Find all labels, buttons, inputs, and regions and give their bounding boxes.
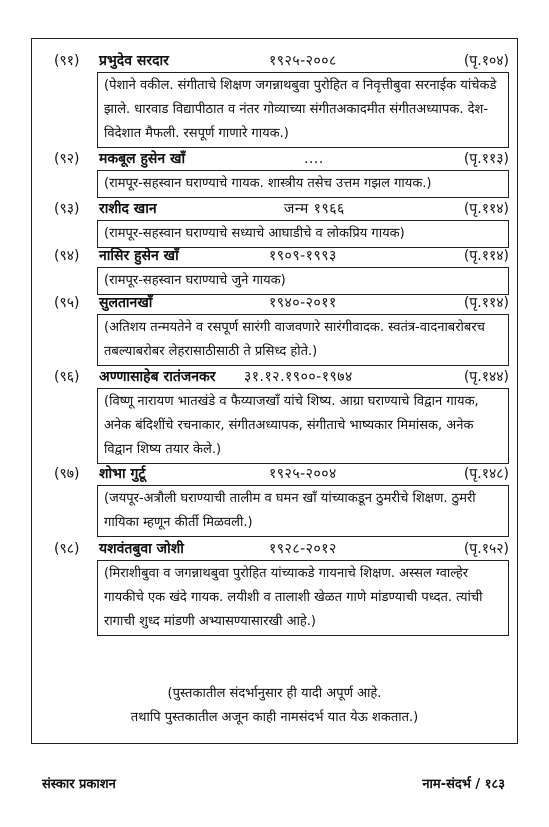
entry-number: (९५) xyxy=(54,295,80,311)
entry-description: (रामपूर-सहस्वान घराण्याचे गायक. शास्त्रीय तसेच उत्तम गझल गायक.) xyxy=(97,170,509,198)
entry-number: (९२) xyxy=(54,151,80,167)
entry-page-ref: (पृ.१०४) xyxy=(463,53,509,69)
entry-header xyxy=(54,463,509,485)
entry-years: १९०९-१९९३ xyxy=(269,248,337,264)
entry-number: (९१) xyxy=(54,53,80,69)
entry-name: यशवंतबुवा जोशी xyxy=(99,541,184,557)
entry-number: (९८) xyxy=(54,541,80,557)
entry-header xyxy=(54,148,509,170)
entry-91 xyxy=(54,50,509,148)
note-line-1: (पुस्तकातील संदर्भानुसार ही यादी अपूर्ण आहे. xyxy=(167,686,382,701)
entry-98 xyxy=(54,538,509,636)
entry-number: (९३) xyxy=(54,201,80,217)
entry-years: जन्म १९६६ xyxy=(284,201,345,217)
entry-92 xyxy=(54,148,509,198)
entry-number: (९४) xyxy=(54,248,80,264)
entry-years: १९४०-२०११ xyxy=(269,295,337,311)
entry-number: (९७) xyxy=(54,466,80,482)
entry-years: .... xyxy=(304,151,324,167)
entry-name: अण्णासाहेब रातंजनकर xyxy=(99,369,216,385)
entry-header xyxy=(54,198,509,220)
entry-years: १९२८-२०१२ xyxy=(269,541,337,557)
entry-description: (रामपूर-सहस्वान घराण्याचे जुने गायक) xyxy=(97,267,509,295)
entry-description: (जयपूर-अत्रौली घराण्याची तालीम व घमन खाँ यांच्याकडून ठुमरीचे शिक्षण. ठुमरी गायिका म्हणून कीर्ती मिळवली.) xyxy=(97,485,509,537)
entry-page-ref: (पृ.१४४) xyxy=(463,369,509,385)
entry-name: प्रभुदेव सरदार xyxy=(99,53,169,69)
entry-94 xyxy=(54,245,509,295)
footer-page-label: नाम-संदर्भ / १८३ xyxy=(422,777,505,792)
entry-97 xyxy=(54,463,509,537)
entry-page-ref: (पृ.११४) xyxy=(463,201,509,217)
entry-header xyxy=(54,50,509,72)
entry-header xyxy=(54,538,509,560)
entry-name: नासिर हुसेन खाँ xyxy=(99,248,179,264)
entry-name: मकबूल हुसेन खाँ xyxy=(99,151,186,167)
entry-page-ref: (पृ.११४) xyxy=(463,248,509,264)
entry-header xyxy=(54,292,509,314)
entry-years: १९२५-२००८ xyxy=(269,53,337,69)
note-line-2: तथापि पुस्तकातील अजून काही नामसंदर्भ यात येऊ शकतात.) xyxy=(130,710,419,725)
entry-93 xyxy=(54,198,509,248)
entry-description: (अतिशय तन्मयतेने व रसपूर्ण सारंगी वाजवणारे सारंगीवादक. स्वतंत्र-वादनाबरोबरच तबल्याबरोबर लेहरासाठीसाठी ते प्रसिध्द होते.) xyxy=(97,314,509,366)
entry-number: (९६) xyxy=(54,369,80,385)
entry-name: सुलतानखाँ xyxy=(99,295,153,311)
entry-description: (पेशाने वकील. संगीताचे शिक्षण जगन्नाथबुवा पुरोहित व निवृत्तीबुवा सरनाईक यांचेकडे झाले. धारवाड विद्यापीठात व नंतर गोव्याच्या संगीतअकादमीत संगीतअध्यापक. देश-विदेशात मैफली. रसपूर्ण गाणारे गायक.) xyxy=(97,72,509,148)
entry-95 xyxy=(54,292,509,366)
entry-header xyxy=(54,245,509,267)
entry-description: (मिराशीबुवा व जगन्नाथबुवा पुरोहित यांच्याकडे गायनाचे शिक्षण. अस्सल ग्वाल्हेर गायकीचे एक खंदे गायक. लयीशी व तालाशी खेळत गाणे मांडण्याची पध्दत. त्यांची रागाची शुध्द मांडणी अभ्यासण्यासारखी आहे.) xyxy=(97,560,509,636)
entry-header xyxy=(54,366,509,388)
entry-years: ३१.१२.१९००-१९७४ xyxy=(244,369,353,385)
entry-page-ref: (पृ.११४) xyxy=(463,295,509,311)
entry-96 xyxy=(54,366,509,464)
entry-page-ref: (पृ.१४८) xyxy=(463,466,509,482)
entry-page-ref: (पृ.१५२) xyxy=(463,541,509,557)
footer-publisher: संस्कार प्रकाशन xyxy=(42,777,116,792)
entry-years: १९२५-२००४ xyxy=(269,466,337,482)
entry-name: राशीद खान xyxy=(99,201,157,217)
entry-page-ref: (पृ.११३) xyxy=(463,151,509,167)
entry-description: (रामपूर-सहस्वान घराण्याचे सध्याचे आघाडीचे व लोकप्रिय गायक) xyxy=(97,220,509,248)
entry-name: शोभा गुर्टू xyxy=(99,466,146,482)
entry-description: (विष्णू नारायण भातखंडे व फैय्याजखाँ यांचे शिष्य. आग्रा घराण्याचे विद्वान गायक, अनेक बंदिशींचे रचनाकार, संगीतअध्यापक, संगीताचे भाष्यकार मिमांसक, अनेक विद्वान शिष्य तयार केले.) xyxy=(97,388,509,464)
